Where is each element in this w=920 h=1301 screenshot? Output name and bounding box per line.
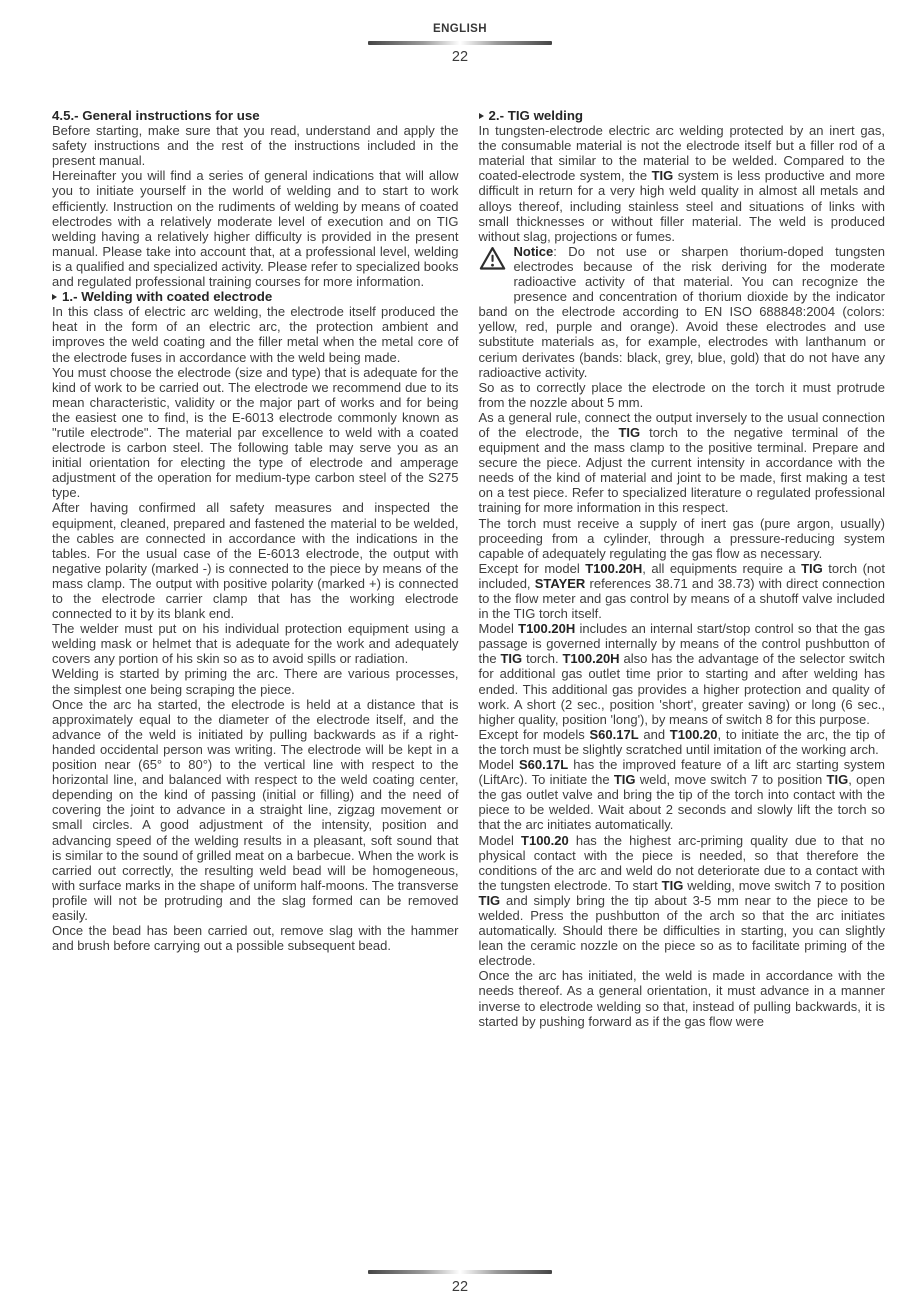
paragraph: The torch must receive a supply of inert gas (pure argon, usually) proceeding from a cylinder, through a pressure-reducing system capable of adequately regulating the gas flow as necessary. [478,515,885,561]
warning-triangle-icon [479,244,514,292]
paragraph: In this class of electric arc welding, the electrode itself produced the heat in the form of an electric arc, the protection ambient and improves the weld coating and the filler metal when the metal core of the electrode fuses in accordance with the weld being made. [52,304,459,365]
section-heading: 4.5.- General instructions for use [52,108,260,123]
two-column-body [0,108,920,1029]
paragraph: Model S60.17L has the improved feature of a lift arc starting system (LiftArc). To initiate the TIG weld, move switch 7 to position TIG, open the gas outlet valve and bring the tip of the torch into contact with the piece to be welded. Wait about 2 seconds and slowly lift the torch so that the arc initiates automatically. [478,757,885,833]
section-heading: 2.- TIG welding [479,108,886,123]
header-divider [368,41,552,45]
paragraph: In tungsten-electrode electric arc welding protected by an inert gas, the consumable material is not the electrode itself but a filler rod of a material that similar to the material to be welded. Compared to the coated-electrode system, the TIG system is less productive and more difficult in return for a very high weld quality in almost all metals and alloys thereof, including stainless steel and situations of links with small thicknesses or without filler material. The weld is produced without slag, projections or fumes. [478,123,886,244]
paragraph: Except for models S60.17L and T100.20, to initiate the arc, the tip of the torch must be slightly scratched until imitation of the working arch. [478,726,885,757]
paragraph: As a general rule, connect the output inversely to the usual connection of the electrode, the TIG torch to the negative terminal of the equipment and the mass clamp to the positive terminal. Prepare and secure the piece. Adjust the current intensity in accordance with the needs of the kind of material and joint to be made, first making a test on a test piece. Refer to specialized literature o regulated professional training for more information in this respect. [478,409,885,516]
paragraph: Once the arc has initiated, the weld is made in accordance with the needs thereof. As a general orientation, it must advance in a manner inverse to electrode welding so that, instead of pulling backwards, it is started by pushing forward as if the gas flow were [478,968,885,1029]
paragraph: Once the bead has been carried out, remove slag with the hammer and brush before carrying out a possible subsequent bead. [52,923,459,954]
triangle-bullet-icon [52,294,57,300]
language-label: ENGLISH [433,23,487,35]
paragraph: You must choose the electrode (size and type) that is adequate for the kind of work to be carried out. The electrode we recommend due to its mean characteristic, validity or the major part of works and for being the easiest one to find, is the E-6013 electrode commonly known as "rutile electrode". The material par excellence to weld with a coated electrode is carbon steel. The following table may serve you as an initial orientation for electing the type of electrode and amperage adjustment of the operation for medium-type carbon steel of the S275 type. [52,364,459,501]
page-header [0,0,920,65]
notice-paragraph: Notice: Do not use or sharpen thorium-doped tungsten electrodes because of the risk deriving for the moderate radioactive activity of that material. You can recognize the presence and concentration of thorium dioxide by the indicator band on the electrode according to EN ISO 688848:2004 (colors: yellow, red, purple and orange). Avoid these electrodes and use substitute materials as, for example, electrodes with lanthanum or cerium derivates (bands: black, grey, blue, gold) that do not have any radioactive activity. [478,243,885,380]
paragraph: Before starting, make sure that you read, understand and apply the safety instructions and the rest of the instructions included in the present manual. [52,123,459,169]
paragraph: After having confirmed all safety measures and inspected the equipment, cleaned, prepared and fastened the material to be welded, the cables are connected in accordance with the indications in the tables. For the usual case of the E-6013 electrode, the output with negative polarity (marked -) is connected to the piece by means of the mass clamp. The output with positive polarity (marked +) is connected to the electrode carrier clamp that has the working electrode connected to it by its blank end. [52,500,459,622]
paragraph: The welder must put on his individual protection equipment using a welding mask or helmet that is adequate for the work and adequately covers any portion of his skin so as to avoid spills or radiation. [52,621,459,667]
paragraph: Hereinafter you will find a series of general indications that will allow you to initiate yourself in the world of welding and to start to work efficiently. Instruction on the rudiments of welding by means of coated electrodes with a relatively moderate level of execution and on TIG welding having a relatively higher difficulty is provided in the present manual. Please take into account that, at a professional level, welding is a qualified and specialized activity. Please refer to specialized books and regulated professional training courses for more information. [52,168,459,290]
paragraph: So as to correctly place the electrode on the torch it must protrude from the nozzle about 5 mm. [478,379,885,410]
left-column [52,108,459,1029]
paragraph: Once the arc ha started, the electrode is held at a distance that is approximately equal to the diameter of the electrode itself, and the advance of the weld is initiated by pulling backwards as if a right-handed occidental person was writing. The electrode will be kept in a position near (65° to 80°) to the vertical line with respect to the horizontal line, and balanced with respect to the weld coating center, depending on the kind of passing (initial or filling) and the need of covering the joint to advance in a straight line, zigzag movement or small circles. A good adjustment of the intensity, position and advancing speed of the welding results in a pleasant, soft sound that is similar to the sound of grilled meat on a barbecue. When the work is carried out correctly, the resulting weld bead will be homogeneous, with surface marks in the shape of uniform half-moons. The transverse profile will not be protruding and the slag formed can be removed easily. [52,696,459,923]
triangle-bullet-icon [479,113,484,119]
paragraph: Welding is started by priming the arc. There are various processes, the simplest one being scraping the piece. [52,666,459,697]
paragraph: Except for model T100.20H, all equipments require a TIG torch (not included, STAYER references 38.71 and 38.73) with direct connection to the flow meter and gas control by means of a shutoff valve included in the TIG torch itself. [478,560,886,622]
footer-divider [368,1270,552,1274]
page-footer [0,1270,920,1295]
right-column [479,108,886,1029]
header-page-number: 22 [451,49,469,65]
section-heading: 1.- Welding with coated electrode [52,289,459,304]
paragraph: Model T100.20 has the highest arc-priming quality due to that no physical contact with the piece is needed, so that therefore the conditions of the arc and weld do not deteriorate due to a contact with the tungsten electrode. To start TIG welding, move switch 7 to position TIG and simply bring the tip about 3-5 mm near to the piece to be welded. Press the pushbutton of the arch so that the arc initiates automatically. Should there be difficulties in starting, you can slightly lean the ceramic nozzle on the piece so as to facilitate priming of the electrode. [478,832,886,969]
paragraph: Model T100.20H includes an internal start/stop control so that the gas passage is governed internally by means of the control pushbutton of the TIG torch. T100.20H also has the advantage of the selector switch for additional gas outlet time prior to starting and after welding has ended. This additional gas provides a higher protection and quality of work. A short (2 sec., position 'short', greater saving) or long (6 sec., higher quality, position 'long'), by means of switch 8 for this purpose. [478,621,885,727]
footer-page-number: 22 [451,1279,469,1295]
